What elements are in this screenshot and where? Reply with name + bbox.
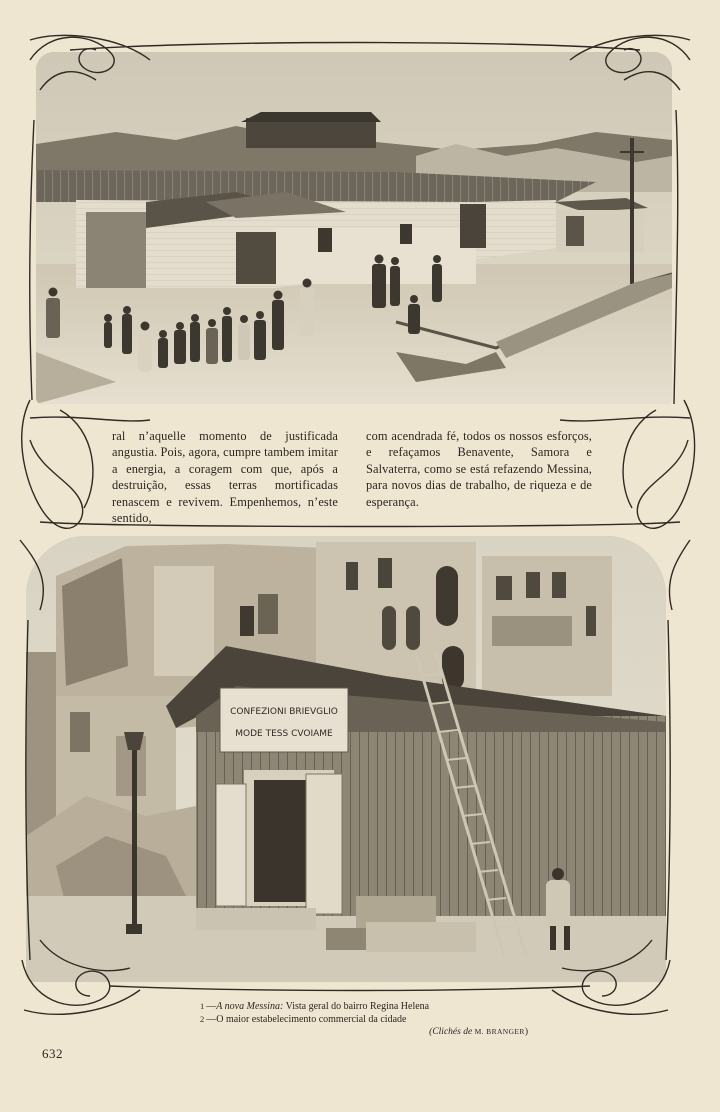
caption-2: 2 —O maior estabelecimento commercial da cidade bbox=[200, 1014, 407, 1025]
shop-sign-line-1: CONFEZIONI BRIEVGLIO bbox=[230, 707, 338, 717]
caption-1-title: A nova Messina: bbox=[216, 1001, 284, 1012]
caption-1-text: Vista geral do bairro Regina Helena bbox=[283, 1001, 430, 1012]
article-text bbox=[112, 428, 592, 526]
caption-1: 1 —A nova Messina: Vista geral do bairro Regina Helena bbox=[200, 1001, 430, 1012]
shop-sign-line-2: MODE TESS CVOIAME bbox=[235, 729, 333, 739]
text-column-left: ral n’aquelle momento de justificada angustia. Pois, agora, cumpre tambem imitar a energia, a coragem com que, após a destruição, essas terras mortificadas renascem e revivem. Empenhemos, n’este sentido, bbox=[112, 429, 338, 526]
photo-commercial-establishment bbox=[26, 536, 666, 982]
photo-barracks-image bbox=[36, 52, 672, 404]
credit-name: M. BRANGER bbox=[474, 1027, 525, 1036]
caption-1-number: 1 bbox=[200, 1001, 205, 1011]
text-column-right: com acendrada fé, todos os nossos esforços, e refaçamos Benavente, Samora e Salvaterra, como se está refazendo Messina, para novos dias de trabalho, de riqueza e de esperança. bbox=[366, 429, 592, 509]
page-number: 632 bbox=[42, 1046, 63, 1061]
credit-prefix: (Clichés de bbox=[429, 1027, 475, 1037]
photo-captions bbox=[200, 1000, 560, 1038]
caption-2-number: 2 bbox=[200, 1014, 205, 1024]
credit-suffix: ) bbox=[524, 1027, 528, 1037]
photo-barracks-regina-helena bbox=[36, 52, 672, 404]
photo-credit bbox=[200, 1026, 560, 1038]
caption-2-text: O maior estabelecimento commercial da cidade bbox=[216, 1014, 407, 1025]
photo-shop-image bbox=[26, 536, 666, 982]
